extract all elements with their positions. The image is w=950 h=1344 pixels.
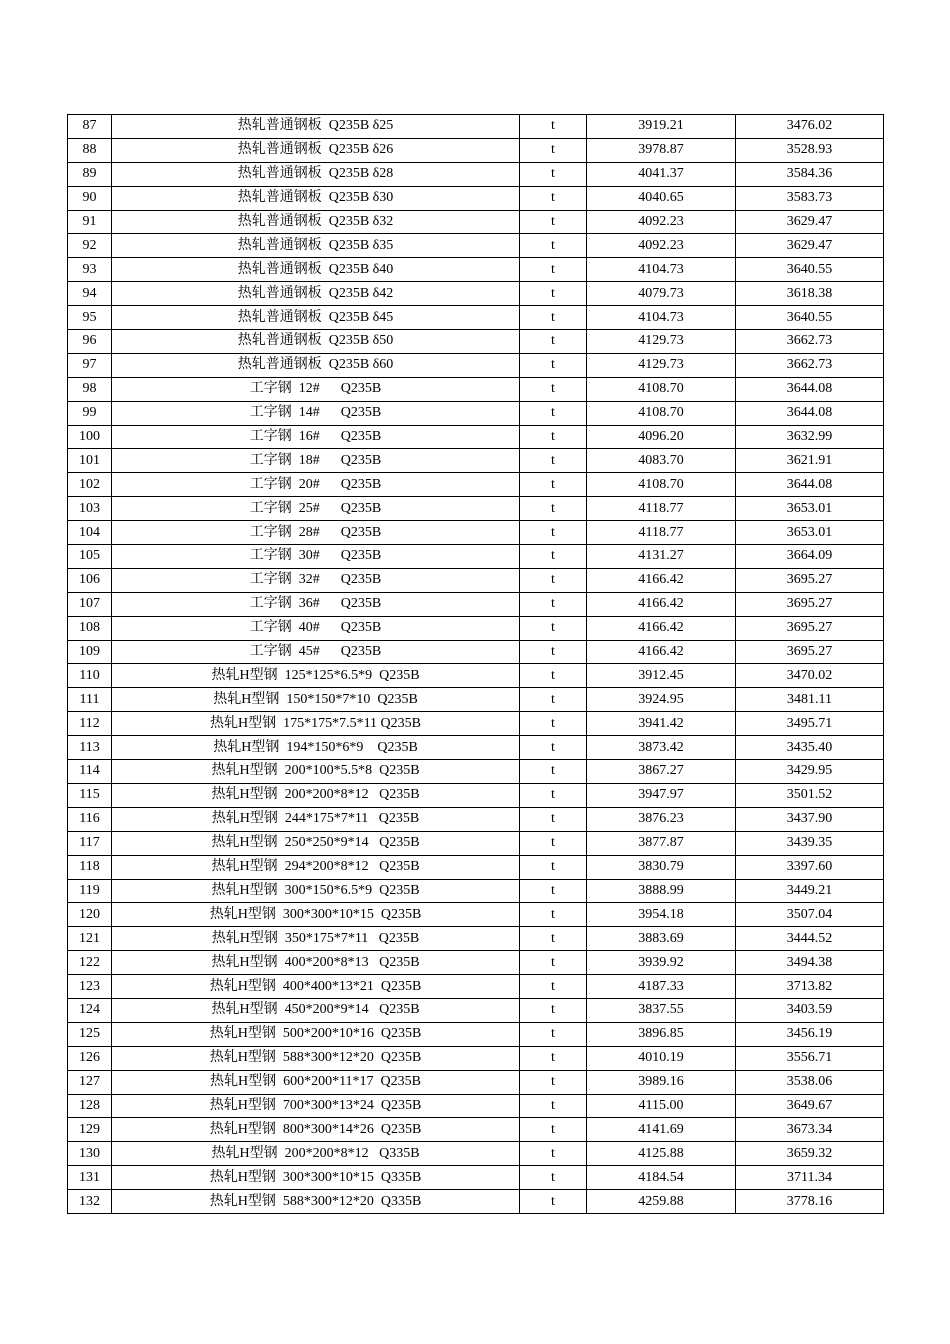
row-number-cell: 91	[68, 210, 112, 234]
unit-cell: t	[520, 1190, 587, 1214]
unit-cell: t	[520, 736, 587, 760]
row-number-cell: 94	[68, 282, 112, 306]
unit-cell: t	[520, 616, 587, 640]
unit-cell: t	[520, 234, 587, 258]
row-number-cell: 104	[68, 521, 112, 545]
table-row	[68, 1070, 884, 1094]
table-row	[68, 401, 884, 425]
price-cell-1: 4108.70	[587, 473, 736, 497]
row-number-cell: 110	[68, 664, 112, 688]
material-name-cell: 热轧H型钢 194*150*6*9 Q235B	[112, 736, 520, 760]
unit-cell: t	[520, 115, 587, 139]
price-cell-1: 4129.73	[587, 353, 736, 377]
table-row	[68, 162, 884, 186]
material-name-cell: 热轧H型钢 450*200*9*14 Q235B	[112, 998, 520, 1022]
price-cell-2: 3584.36	[736, 162, 884, 186]
table-row	[68, 497, 884, 521]
material-name-cell: 工字钢 28# Q235B	[112, 521, 520, 545]
price-cell-2: 3507.04	[736, 903, 884, 927]
price-cell-1: 3954.18	[587, 903, 736, 927]
price-cell-1: 3912.45	[587, 664, 736, 688]
table-row	[68, 425, 884, 449]
price-cell-1: 4104.73	[587, 306, 736, 330]
price-cell-2: 3456.19	[736, 1022, 884, 1046]
price-cell-2: 3649.67	[736, 1094, 884, 1118]
unit-cell: t	[520, 951, 587, 975]
row-number-cell: 101	[68, 449, 112, 473]
material-name-cell: 热轧普通钢板 Q235B δ30	[112, 186, 520, 210]
price-cell-1: 3989.16	[587, 1070, 736, 1094]
unit-cell: t	[520, 1142, 587, 1166]
row-number-cell: 112	[68, 712, 112, 736]
table-row	[68, 783, 884, 807]
price-cell-1: 4104.73	[587, 258, 736, 282]
table-row	[68, 760, 884, 784]
price-cell-2: 3659.32	[736, 1142, 884, 1166]
price-cell-2: 3695.27	[736, 568, 884, 592]
row-number-cell: 89	[68, 162, 112, 186]
price-cell-2: 3495.71	[736, 712, 884, 736]
material-name-cell: 热轧H型钢 300*150*6.5*9 Q235B	[112, 879, 520, 903]
unit-cell: t	[520, 306, 587, 330]
price-cell-2: 3618.38	[736, 282, 884, 306]
price-cell-1: 4079.73	[587, 282, 736, 306]
material-name-cell: 热轧H型钢 200*100*5.5*8 Q235B	[112, 760, 520, 784]
price-cell-2: 3629.47	[736, 234, 884, 258]
unit-cell: t	[520, 568, 587, 592]
table-row	[68, 1118, 884, 1142]
material-name-cell: 热轧H型钢 300*300*10*15 Q235B	[112, 903, 520, 927]
material-name-cell: 热轧普通钢板 Q235B δ45	[112, 306, 520, 330]
price-cell-1: 4131.27	[587, 545, 736, 569]
row-number-cell: 120	[68, 903, 112, 927]
table-row	[68, 1094, 884, 1118]
price-cell-1: 3877.87	[587, 831, 736, 855]
table-row	[68, 258, 884, 282]
price-cell-2: 3653.01	[736, 497, 884, 521]
material-name-cell: 热轧H型钢 294*200*8*12 Q235B	[112, 855, 520, 879]
material-name-cell: 工字钢 45# Q235B	[112, 640, 520, 664]
unit-cell: t	[520, 186, 587, 210]
row-number-cell: 96	[68, 330, 112, 354]
table-row	[68, 234, 884, 258]
price-cell-2: 3403.59	[736, 998, 884, 1022]
price-cell-2: 3397.60	[736, 855, 884, 879]
table-row	[68, 879, 884, 903]
price-cell-2: 3644.08	[736, 473, 884, 497]
unit-cell: t	[520, 401, 587, 425]
table-row	[68, 306, 884, 330]
material-name-cell: 热轧H型钢 588*300*12*20 Q335B	[112, 1190, 520, 1214]
material-name-cell: 工字钢 14# Q235B	[112, 401, 520, 425]
row-number-cell: 92	[68, 234, 112, 258]
material-name-cell: 热轧H型钢 200*200*8*12 Q335B	[112, 1142, 520, 1166]
material-name-cell: 热轧H型钢 150*150*7*10 Q235B	[112, 688, 520, 712]
price-table-body	[68, 115, 884, 1214]
table-row	[68, 115, 884, 139]
table-row	[68, 688, 884, 712]
unit-cell: t	[520, 998, 587, 1022]
row-number-cell: 107	[68, 592, 112, 616]
price-cell-2: 3429.95	[736, 760, 884, 784]
table-row	[68, 664, 884, 688]
price-cell-1: 4166.42	[587, 640, 736, 664]
unit-cell: t	[520, 592, 587, 616]
row-number-cell: 129	[68, 1118, 112, 1142]
price-cell-1: 4184.54	[587, 1166, 736, 1190]
table-row	[68, 807, 884, 831]
material-name-cell: 热轧普通钢板 Q235B δ35	[112, 234, 520, 258]
row-number-cell: 125	[68, 1022, 112, 1046]
material-name-cell: 热轧H型钢 175*175*7.5*11 Q235B	[112, 712, 520, 736]
table-row	[68, 1190, 884, 1214]
unit-cell: t	[520, 712, 587, 736]
price-cell-2: 3662.73	[736, 353, 884, 377]
price-cell-2: 3449.21	[736, 879, 884, 903]
row-number-cell: 95	[68, 306, 112, 330]
unit-cell: t	[520, 162, 587, 186]
table-row	[68, 903, 884, 927]
material-name-cell: 热轧普通钢板 Q235B δ32	[112, 210, 520, 234]
unit-cell: t	[520, 210, 587, 234]
price-cell-1: 4108.70	[587, 401, 736, 425]
price-cell-2: 3695.27	[736, 592, 884, 616]
price-cell-1: 4040.65	[587, 186, 736, 210]
price-cell-2: 3662.73	[736, 330, 884, 354]
price-cell-2: 3444.52	[736, 927, 884, 951]
material-name-cell: 热轧H型钢 800*300*14*26 Q235B	[112, 1118, 520, 1142]
price-cell-1: 4125.88	[587, 1142, 736, 1166]
price-cell-1: 3947.97	[587, 783, 736, 807]
row-number-cell: 123	[68, 975, 112, 999]
price-cell-1: 4041.37	[587, 162, 736, 186]
table-row	[68, 330, 884, 354]
row-number-cell: 88	[68, 138, 112, 162]
row-number-cell: 126	[68, 1046, 112, 1070]
unit-cell: t	[520, 377, 587, 401]
material-name-cell: 工字钢 32# Q235B	[112, 568, 520, 592]
material-name-cell: 热轧普通钢板 Q235B δ25	[112, 115, 520, 139]
price-cell-1: 4166.42	[587, 616, 736, 640]
unit-cell: t	[520, 903, 587, 927]
price-cell-1: 3939.92	[587, 951, 736, 975]
price-cell-2: 3673.34	[736, 1118, 884, 1142]
price-cell-2: 3711.34	[736, 1166, 884, 1190]
row-number-cell: 93	[68, 258, 112, 282]
row-number-cell: 119	[68, 879, 112, 903]
material-name-cell: 热轧H型钢 500*200*10*16 Q235B	[112, 1022, 520, 1046]
material-name-cell: 热轧H型钢 400*400*13*21 Q235B	[112, 975, 520, 999]
material-name-cell: 热轧H型钢 400*200*8*13 Q235B	[112, 951, 520, 975]
price-cell-1: 4096.20	[587, 425, 736, 449]
price-cell-1: 3873.42	[587, 736, 736, 760]
row-number-cell: 108	[68, 616, 112, 640]
row-number-cell: 105	[68, 545, 112, 569]
price-cell-1: 4115.00	[587, 1094, 736, 1118]
table-row	[68, 1142, 884, 1166]
price-cell-1: 4010.19	[587, 1046, 736, 1070]
row-number-cell: 106	[68, 568, 112, 592]
row-number-cell: 128	[68, 1094, 112, 1118]
material-name-cell: 工字钢 36# Q235B	[112, 592, 520, 616]
table-row	[68, 975, 884, 999]
price-cell-2: 3556.71	[736, 1046, 884, 1070]
price-cell-2: 3439.35	[736, 831, 884, 855]
price-cell-1: 4092.23	[587, 234, 736, 258]
row-number-cell: 114	[68, 760, 112, 784]
unit-cell: t	[520, 353, 587, 377]
unit-cell: t	[520, 425, 587, 449]
row-number-cell: 97	[68, 353, 112, 377]
table-row	[68, 592, 884, 616]
price-cell-2: 3528.93	[736, 138, 884, 162]
price-cell-1: 3924.95	[587, 688, 736, 712]
row-number-cell: 102	[68, 473, 112, 497]
table-row	[68, 377, 884, 401]
price-cell-1: 4141.69	[587, 1118, 736, 1142]
table-row	[68, 1166, 884, 1190]
price-cell-2: 3695.27	[736, 616, 884, 640]
price-cell-1: 3888.99	[587, 879, 736, 903]
table-row	[68, 927, 884, 951]
unit-cell: t	[520, 879, 587, 903]
material-name-cell: 工字钢 12# Q235B	[112, 377, 520, 401]
table-row	[68, 186, 884, 210]
price-cell-1: 3876.23	[587, 807, 736, 831]
material-name-cell: 工字钢 18# Q235B	[112, 449, 520, 473]
material-name-cell: 工字钢 40# Q235B	[112, 616, 520, 640]
table-row	[68, 712, 884, 736]
price-cell-1: 3883.69	[587, 927, 736, 951]
row-number-cell: 121	[68, 927, 112, 951]
unit-cell: t	[520, 975, 587, 999]
price-cell-2: 3437.90	[736, 807, 884, 831]
price-cell-2: 3644.08	[736, 401, 884, 425]
table-row	[68, 1022, 884, 1046]
table-row	[68, 521, 884, 545]
unit-cell: t	[520, 831, 587, 855]
unit-cell: t	[520, 497, 587, 521]
material-name-cell: 热轧H型钢 600*200*11*17 Q235B	[112, 1070, 520, 1094]
price-cell-2: 3621.91	[736, 449, 884, 473]
row-number-cell: 130	[68, 1142, 112, 1166]
table-row	[68, 210, 884, 234]
unit-cell: t	[520, 664, 587, 688]
price-cell-2: 3644.08	[736, 377, 884, 401]
unit-cell: t	[520, 760, 587, 784]
table-row	[68, 282, 884, 306]
material-name-cell: 热轧H型钢 250*250*9*14 Q235B	[112, 831, 520, 855]
unit-cell: t	[520, 545, 587, 569]
price-cell-1: 4108.70	[587, 377, 736, 401]
row-number-cell: 131	[68, 1166, 112, 1190]
price-cell-1: 3919.21	[587, 115, 736, 139]
unit-cell: t	[520, 449, 587, 473]
table-row	[68, 449, 884, 473]
table-row	[68, 855, 884, 879]
price-cell-1: 3978.87	[587, 138, 736, 162]
price-cell-2: 3713.82	[736, 975, 884, 999]
row-number-cell: 113	[68, 736, 112, 760]
price-cell-2: 3583.73	[736, 186, 884, 210]
unit-cell: t	[520, 688, 587, 712]
price-cell-1: 4083.70	[587, 449, 736, 473]
row-number-cell: 118	[68, 855, 112, 879]
table-row	[68, 640, 884, 664]
price-cell-2: 3476.02	[736, 115, 884, 139]
material-name-cell: 热轧H型钢 300*300*10*15 Q335B	[112, 1166, 520, 1190]
table-row	[68, 831, 884, 855]
row-number-cell: 111	[68, 688, 112, 712]
row-number-cell: 100	[68, 425, 112, 449]
price-cell-1: 4259.88	[587, 1190, 736, 1214]
table-row	[68, 473, 884, 497]
row-number-cell: 99	[68, 401, 112, 425]
unit-cell: t	[520, 521, 587, 545]
material-name-cell: 热轧普通钢板 Q235B δ50	[112, 330, 520, 354]
material-name-cell: 热轧H型钢 350*175*7*11 Q235B	[112, 927, 520, 951]
table-row	[68, 138, 884, 162]
table-row	[68, 568, 884, 592]
unit-cell: t	[520, 138, 587, 162]
price-cell-2: 3632.99	[736, 425, 884, 449]
row-number-cell: 115	[68, 783, 112, 807]
price-cell-1: 3941.42	[587, 712, 736, 736]
price-table	[67, 114, 884, 1214]
unit-cell: t	[520, 1118, 587, 1142]
row-number-cell: 103	[68, 497, 112, 521]
row-number-cell: 109	[68, 640, 112, 664]
material-name-cell: 工字钢 30# Q235B	[112, 545, 520, 569]
row-number-cell: 98	[68, 377, 112, 401]
price-cell-2: 3470.02	[736, 664, 884, 688]
row-number-cell: 122	[68, 951, 112, 975]
table-row	[68, 616, 884, 640]
unit-cell: t	[520, 927, 587, 951]
price-cell-1: 4118.77	[587, 521, 736, 545]
row-number-cell: 117	[68, 831, 112, 855]
material-name-cell: 热轧H型钢 588*300*12*20 Q235B	[112, 1046, 520, 1070]
price-cell-2: 3695.27	[736, 640, 884, 664]
price-cell-1: 4166.42	[587, 592, 736, 616]
row-number-cell: 90	[68, 186, 112, 210]
unit-cell: t	[520, 1166, 587, 1190]
unit-cell: t	[520, 1070, 587, 1094]
unit-cell: t	[520, 258, 587, 282]
price-cell-1: 4092.23	[587, 210, 736, 234]
price-cell-2: 3501.52	[736, 783, 884, 807]
price-cell-2: 3664.09	[736, 545, 884, 569]
material-name-cell: 热轧H型钢 244*175*7*11 Q235B	[112, 807, 520, 831]
material-name-cell: 热轧普通钢板 Q235B δ26	[112, 138, 520, 162]
price-cell-2: 3481.11	[736, 688, 884, 712]
price-cell-1: 3867.27	[587, 760, 736, 784]
material-name-cell: 热轧普通钢板 Q235B δ42	[112, 282, 520, 306]
unit-cell: t	[520, 282, 587, 306]
price-cell-1: 3837.55	[587, 998, 736, 1022]
price-cell-2: 3538.06	[736, 1070, 884, 1094]
table-row	[68, 545, 884, 569]
price-cell-2: 3640.55	[736, 258, 884, 282]
material-name-cell: 工字钢 20# Q235B	[112, 473, 520, 497]
unit-cell: t	[520, 783, 587, 807]
unit-cell: t	[520, 1046, 587, 1070]
price-cell-2: 3640.55	[736, 306, 884, 330]
material-name-cell: 工字钢 25# Q235B	[112, 497, 520, 521]
table-row	[68, 998, 884, 1022]
unit-cell: t	[520, 807, 587, 831]
unit-cell: t	[520, 1022, 587, 1046]
unit-cell: t	[520, 473, 587, 497]
material-name-cell: 热轧H型钢 700*300*13*24 Q235B	[112, 1094, 520, 1118]
price-cell-1: 3830.79	[587, 855, 736, 879]
price-cell-2: 3778.16	[736, 1190, 884, 1214]
material-name-cell: 热轧普通钢板 Q235B δ60	[112, 353, 520, 377]
table-row	[68, 353, 884, 377]
price-cell-2: 3629.47	[736, 210, 884, 234]
table-row	[68, 1046, 884, 1070]
material-name-cell: 热轧普通钢板 Q235B δ40	[112, 258, 520, 282]
price-cell-1: 4187.33	[587, 975, 736, 999]
material-name-cell: 热轧H型钢 200*200*8*12 Q235B	[112, 783, 520, 807]
row-number-cell: 124	[68, 998, 112, 1022]
row-number-cell: 87	[68, 115, 112, 139]
row-number-cell: 132	[68, 1190, 112, 1214]
price-cell-2: 3653.01	[736, 521, 884, 545]
unit-cell: t	[520, 855, 587, 879]
price-cell-2: 3494.38	[736, 951, 884, 975]
material-name-cell: 热轧H型钢 125*125*6.5*9 Q235B	[112, 664, 520, 688]
price-cell-1: 4166.42	[587, 568, 736, 592]
unit-cell: t	[520, 330, 587, 354]
row-number-cell: 116	[68, 807, 112, 831]
unit-cell: t	[520, 640, 587, 664]
table-row	[68, 736, 884, 760]
price-cell-1: 4118.77	[587, 497, 736, 521]
table-row	[68, 951, 884, 975]
price-cell-1: 4129.73	[587, 330, 736, 354]
material-name-cell: 热轧普通钢板 Q235B δ28	[112, 162, 520, 186]
price-cell-1: 3896.85	[587, 1022, 736, 1046]
price-cell-2: 3435.40	[736, 736, 884, 760]
unit-cell: t	[520, 1094, 587, 1118]
row-number-cell: 127	[68, 1070, 112, 1094]
material-name-cell: 工字钢 16# Q235B	[112, 425, 520, 449]
